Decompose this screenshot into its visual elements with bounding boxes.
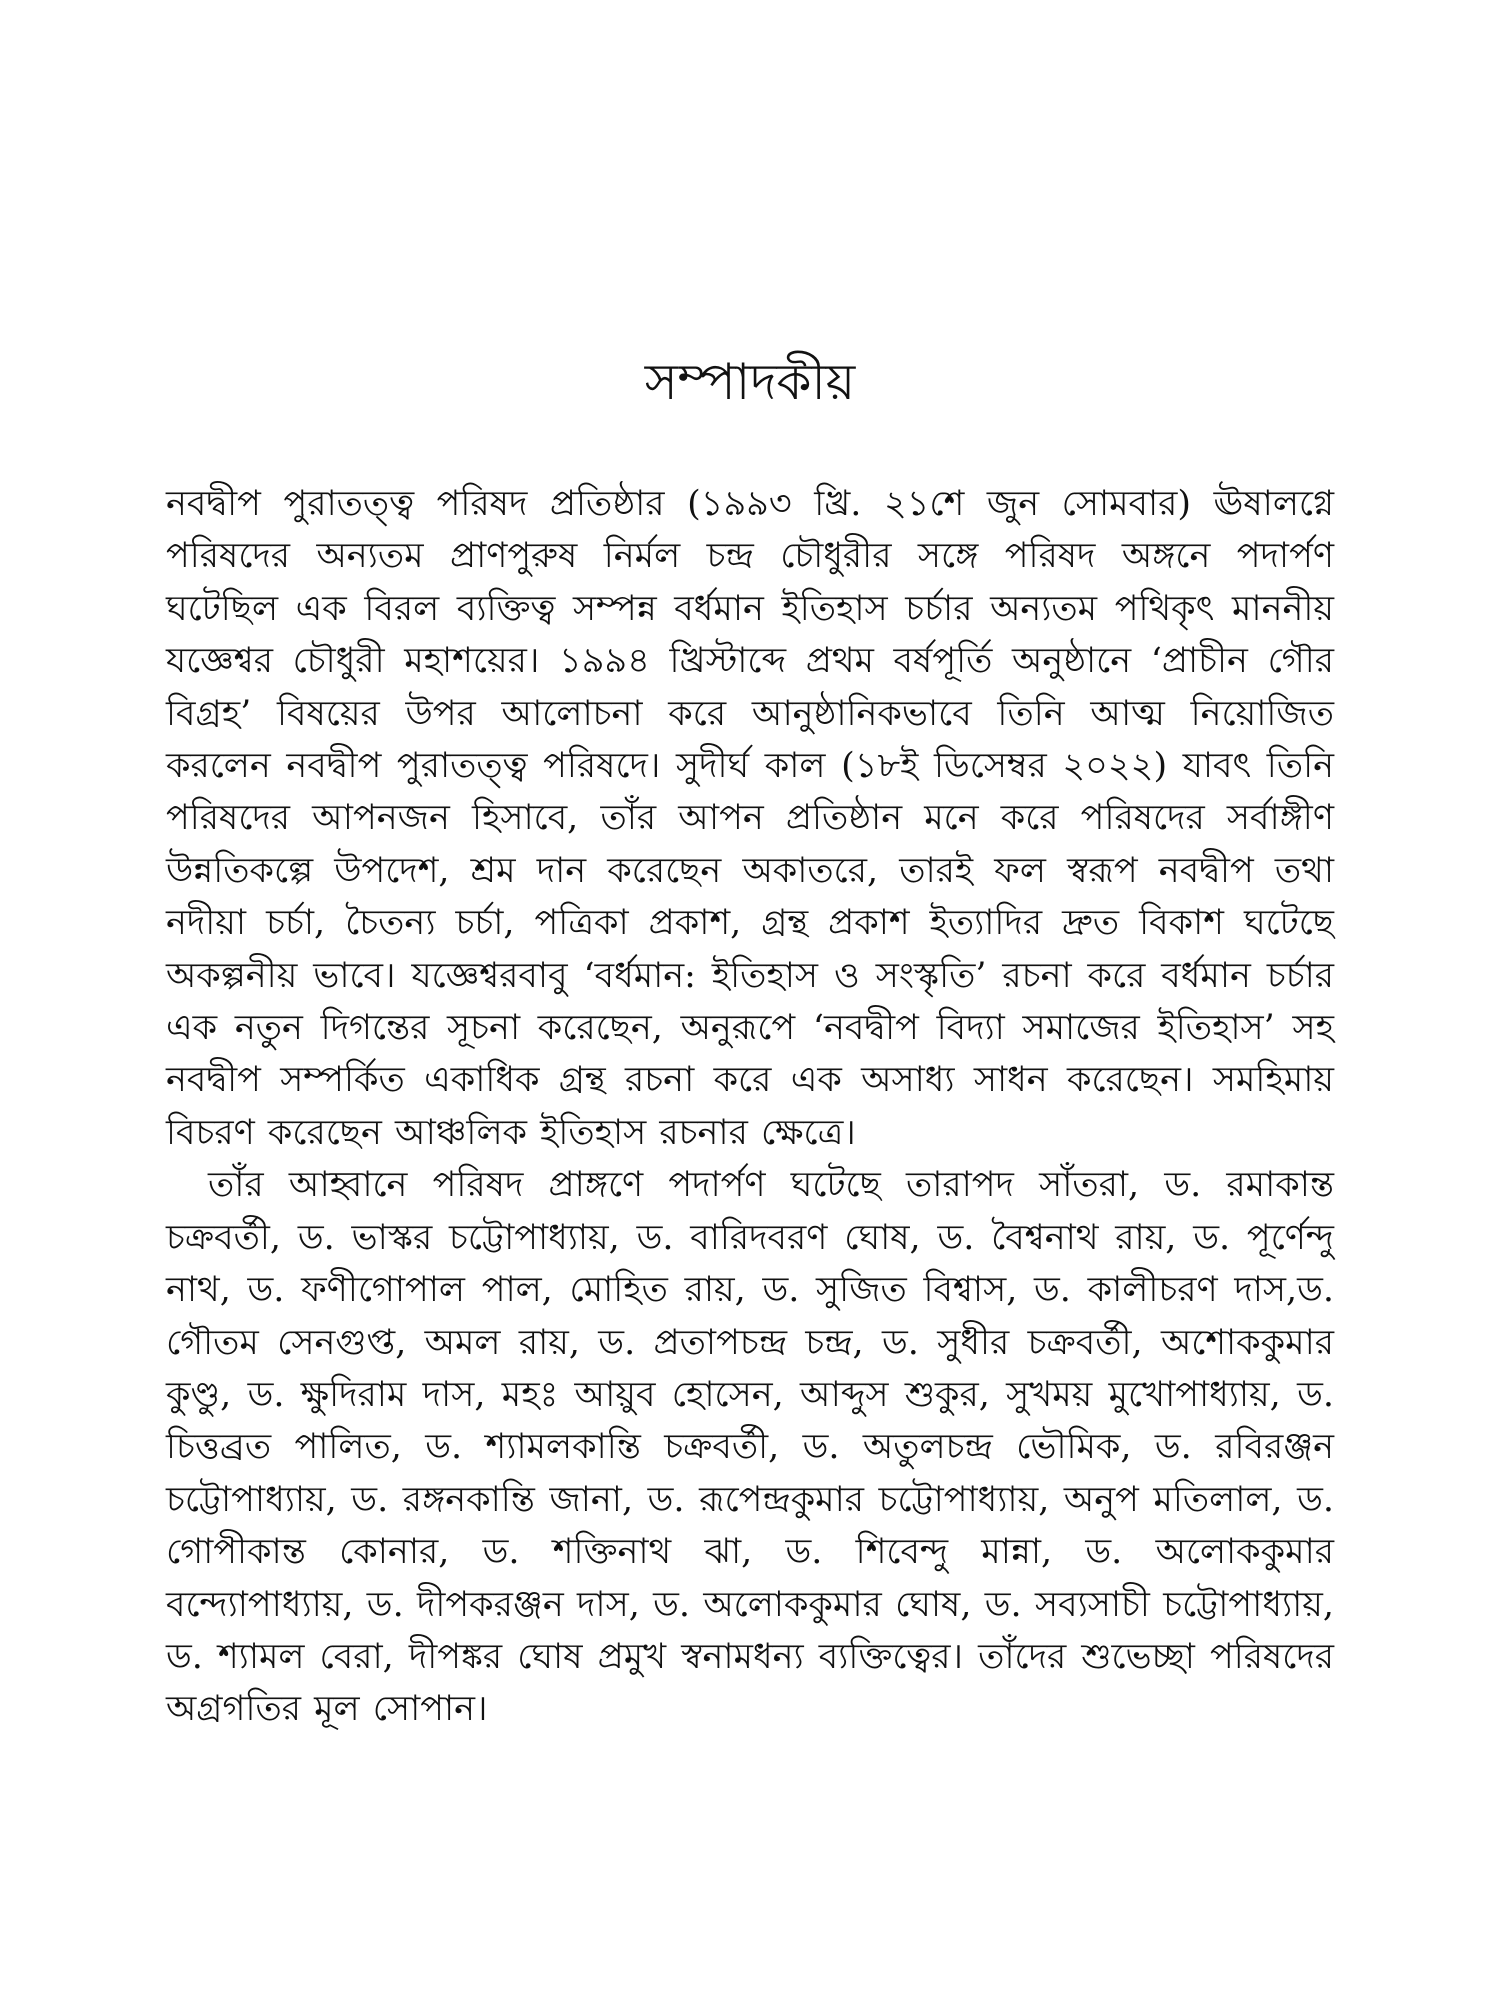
body-text: [166, 478, 1334, 1736]
paragraph-1: নবদ্বীপ পুরাতত্ত্ব পরিষদ প্রতিষ্ঠার (১৯৯৩ খ্রি. ২১শে জুন সোমবার) ঊষালগ্নে পরিষদের অন্যতম প্রাণপুরুষ নির্মল চন্দ্র চৌধুরীর সঙ্গে পরিষদ অঙ্গনে পদার্পণ ঘটেছিল এক বিরল ব্যক্তিত্ব সম্পন্ন বর্ধমান ইতিহাস চর্চার অন্যতম পথিকৃৎ মাননীয় যজ্ঞেশ্বর চৌধুরী মহাশয়ের। ১৯৯৪ খ্রিস্টাব্দে প্রথম বর্ষপূর্তি অনুষ্ঠানে ‘প্রাচীন গৌর বিগ্রহ’ বিষয়ের উপর আলোচনা করে আনুষ্ঠানিকভাবে তিনি আত্ম নিয়োজিত করলেন নবদ্বীপ পুরাতত্ত্ব পরিষদে। সুদীর্ঘ কাল (১৮ই ডিসেম্বর ২০২২) যাবৎ তিনি পরিষদের আপনজন হিসাবে, তাঁর আপন প্রতিষ্ঠান মনে করে পরিষদের সর্বাঙ্গীণ উন্নতিকল্পে উপদেশ, শ্রম দান করেছেন অকাতরে, তারই ফল স্বরূপ নবদ্বীপ তথা নদীয়া চর্চা, চৈতন্য চর্চা, পত্রিকা প্রকাশ, গ্রন্থ প্রকাশ ইত্যাদির দ্রুত বিকাশ ঘটেছে অকল্পনীয় ভাবে। যজ্ঞেশ্বরবাবু ‘বর্ধমান: ইতিহাস ও সংস্কৃতি’ রচনা করে বর্ধমান চর্চার এক নতুন দিগন্তের সূচনা করেছেন, অনুরূপে ‘নবদ্বীপ বিদ্যা সমাজের ইতিহাস’ সহ নবদ্বীপ সম্পর্কিত একাধিক গ্রন্থ রচনা করে এক অসাধ্য সাধন করেছেন। সমহিমায় বিচরণ করেছেন আঞ্চলিক ইতিহাস রচনার ক্ষেত্রে।: [166, 484, 1334, 1153]
paragraph-2: তাঁর আহ্বানে পরিষদ প্রাঙ্গণে পদার্পণ ঘটেছে তারাপদ সাঁতরা, ড. রমাকান্ত চক্রবর্তী, ড. ভাস্কর চট্টোপাধ্যায়, ড. বারিদবরণ ঘোষ, ড. বৈশ্বনাথ রায়, ড. পূর্ণেন্দু নাথ, ড. ফণীগোপাল পাল, মোহিত রায়, ড. সুজিত বিশ্বাস, ড. কালীচরণ দাস,ড. গৌতম সেনগুপ্ত, অমল রায়, ড. প্রতাপচন্দ্র চন্দ্র, ড. সুধীর চক্রবর্তী, অশোককুমার কুণ্ডু, ড. ক্ষুদিরাম দাস, মহঃ আয়ুব হোসেন, আব্দুস শুকুর, সুখময় মুখোপাধ্যায়, ড. চিত্তব্রত পালিত, ড. শ্যামলকান্তি চক্রবর্তী, ড. অতুলচন্দ্র ভৌমিক, ড. রবিরঞ্জন চট্টোপাধ্যায়, ড. রঙ্গনকান্তি জানা, ড. রূপেন্দ্রকুমার চট্টোপাধ্যায়, অনুপ মতিলাল, ড. গোপীকান্ত কোনার, ড. শক্তিনাথ ঝা, ড. শিবেন্দু মান্না, ড. অলোককুমার বন্দ্যোপাধ্যায়, ড. দীপকরঞ্জন দাস, ড. অলোককুমার ঘোষ, ড. সব্যসাচী চট্টোপাধ্যায়, ড. শ্যামল বেরা, দীপঙ্কর ঘোষ প্রমুখ স্বনামধন্য ব্যক্তিত্বের। তাঁদের শুভেচ্ছা পরিষদের অগ্রগতির মূল সোপান।: [166, 1165, 1334, 1730]
page-title: সম্পাদকীয়: [644, 353, 856, 411]
